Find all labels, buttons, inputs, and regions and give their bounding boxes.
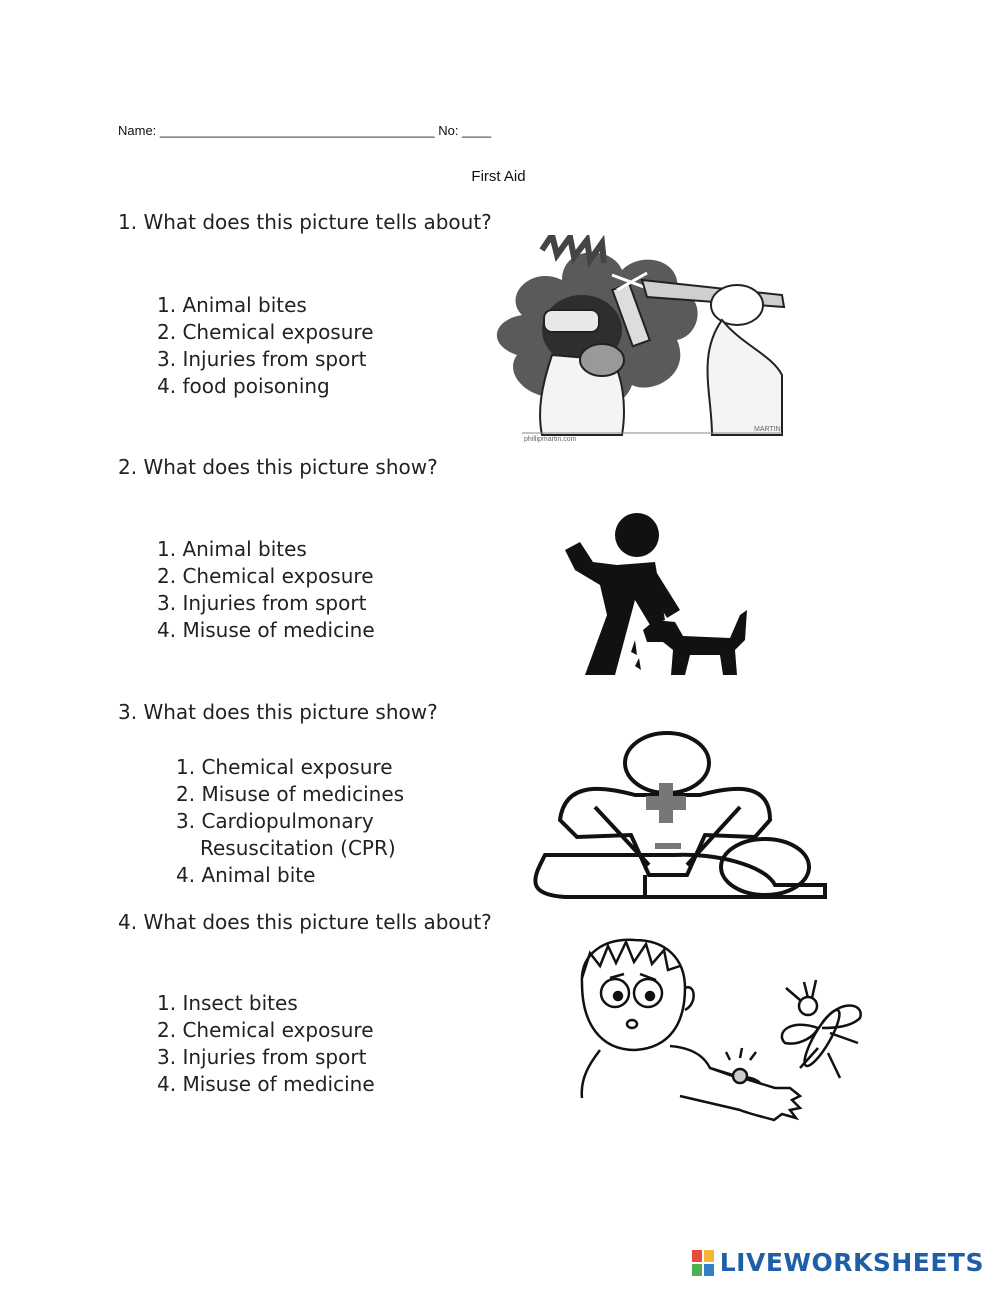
- brand-name: LIVEWORKSHEETS: [719, 1248, 984, 1277]
- chemical-explosion-image: [482, 235, 812, 445]
- option-item[interactable]: 2. Chemical exposure: [157, 320, 374, 344]
- name-field[interactable]: ______________________________________: [159, 123, 435, 138]
- question-4-options: [157, 990, 375, 1098]
- option-item[interactable]: 4. Misuse of medicine: [157, 1072, 375, 1096]
- option-item[interactable]: 2. Misuse of medicines: [176, 782, 405, 806]
- question-1-options: [157, 292, 374, 400]
- question-2-prompt: 2. What does this picture show?: [118, 455, 438, 479]
- liveworksheets-brand[interactable]: [692, 1248, 984, 1277]
- option-item-continued: Resuscitation (CPR): [200, 836, 396, 860]
- option-item[interactable]: 1. Animal bites: [157, 537, 307, 561]
- liveworksheets-logo-icon: [692, 1250, 714, 1276]
- option-item[interactable]: 1. Animal bites: [157, 293, 307, 317]
- question-2-options: [157, 536, 375, 644]
- mosquito-bite-image: [560, 928, 880, 1143]
- question-1-prompt: 1. What does this picture tells about?: [118, 210, 492, 234]
- number-field[interactable]: ____: [462, 123, 492, 138]
- option-item[interactable]: 2. Chemical exposure: [157, 564, 374, 588]
- option-item[interactable]: 4. food poisoning: [157, 374, 330, 398]
- question-3-prompt: 3. What does this picture show?: [118, 700, 438, 724]
- image-credit-left: phillipmartin.com: [524, 436, 577, 443]
- question-3-options: [176, 754, 404, 889]
- image-credit-right: MARTIN: [754, 426, 781, 433]
- option-item[interactable]: 4. Animal bite: [176, 863, 316, 887]
- page-title: First Aid: [471, 168, 526, 185]
- name-label: Name:: [118, 123, 157, 138]
- number-label: No:: [438, 123, 459, 138]
- option-item[interactable]: 4. Misuse of medicine: [157, 618, 375, 642]
- option-item[interactable]: 2. Chemical exposure: [157, 1018, 374, 1042]
- dog-bite-image: [555, 510, 755, 685]
- option-item[interactable]: 1. Chemical exposure: [176, 755, 393, 779]
- option-item[interactable]: 3. Injuries from sport: [157, 591, 367, 615]
- option-item[interactable]: 3. Cardiopulmonary: [176, 809, 374, 833]
- option-item[interactable]: 1. Insect bites: [157, 991, 298, 1015]
- option-item[interactable]: 3. Injuries from sport: [157, 1045, 367, 1069]
- question-4-prompt: 4. What does this picture tells about?: [118, 910, 492, 934]
- option-item[interactable]: 3. Injuries from sport: [157, 347, 367, 371]
- student-header: [118, 123, 491, 138]
- cpr-image: [525, 725, 830, 910]
